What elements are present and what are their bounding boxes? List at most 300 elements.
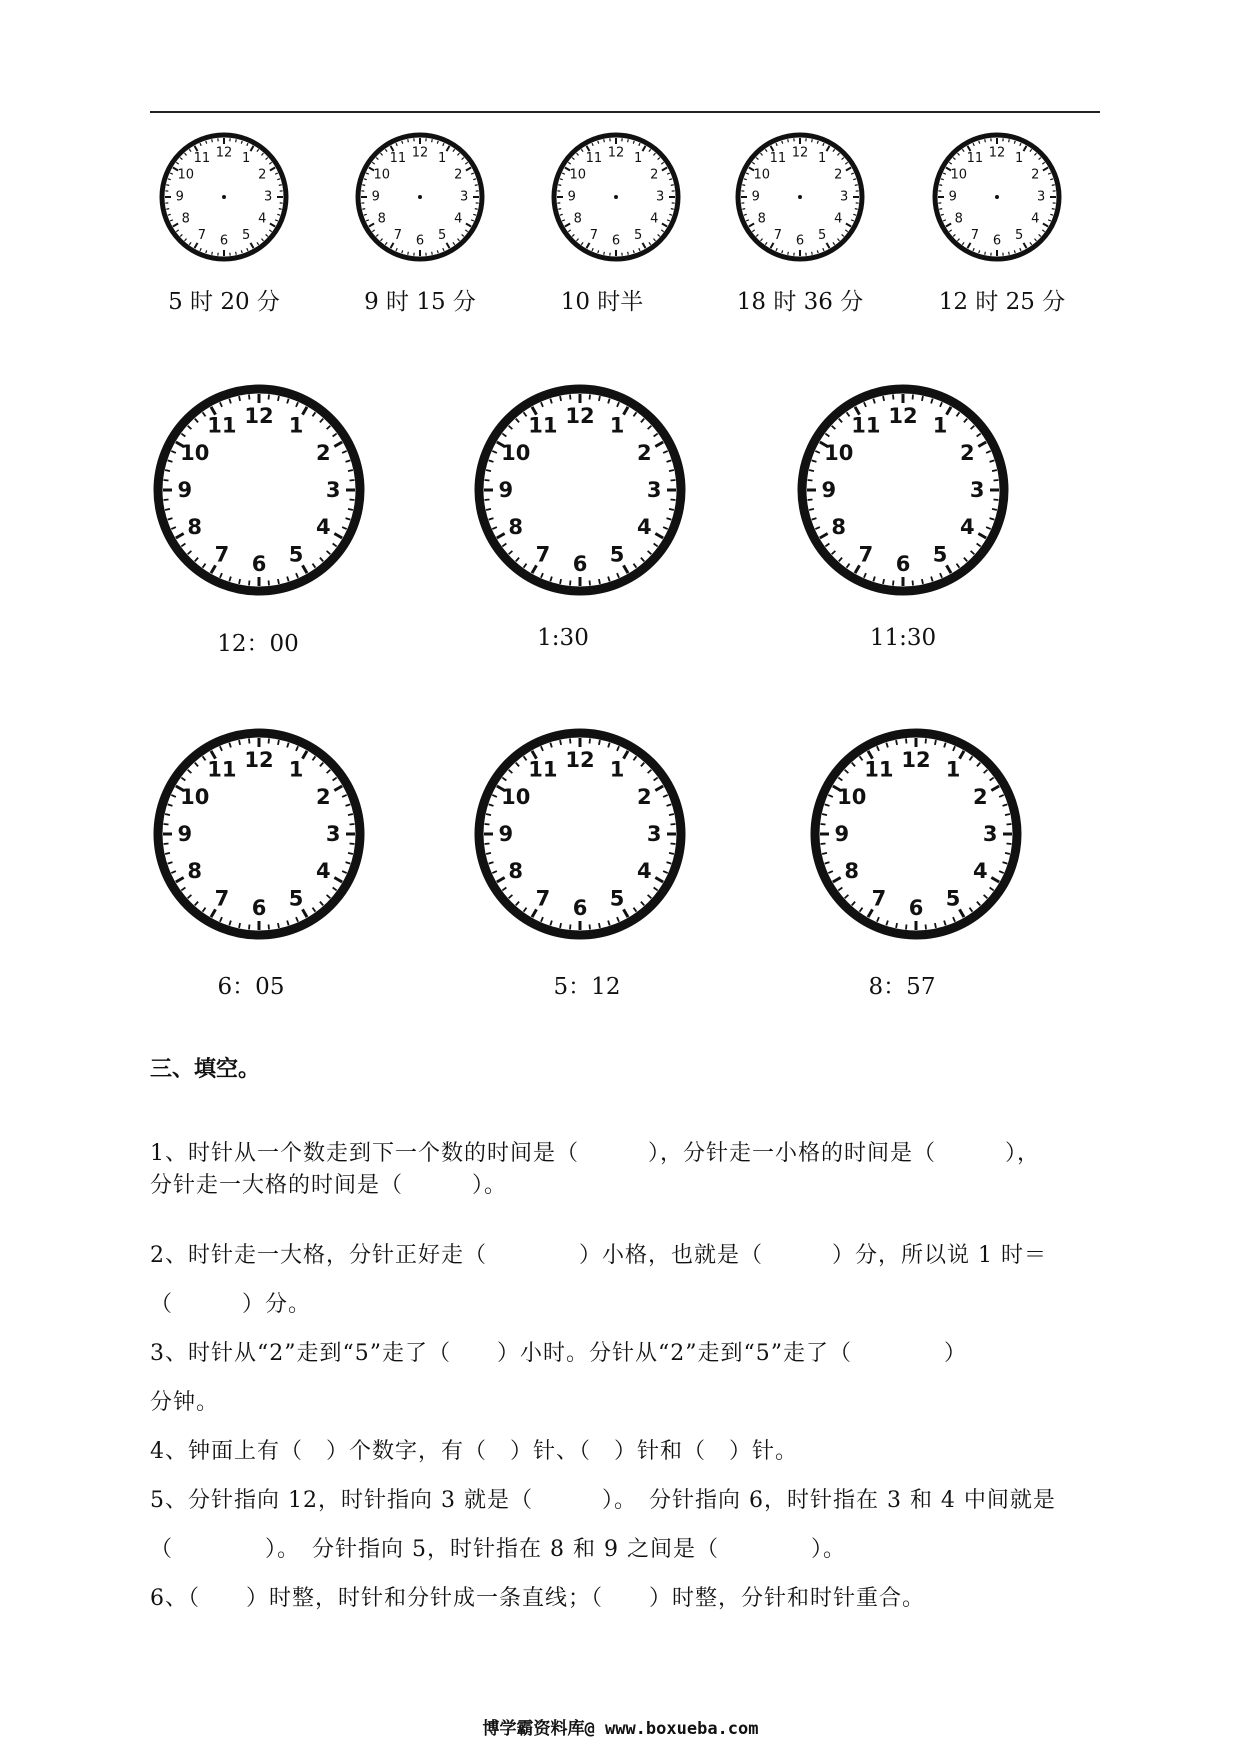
minute-tick — [570, 739, 571, 744]
question-1-line-1: 1、时针从一个数走到下一个数的时间是（ ），分针走一小格的时间是（ ）， — [150, 1141, 1041, 1166]
clock-face — [731, 128, 869, 266]
minute-tick — [669, 470, 674, 471]
minute-tick — [1005, 853, 1010, 854]
minute-tick — [913, 581, 914, 586]
clock-face — [806, 724, 1026, 944]
minute-tick — [164, 824, 169, 825]
minute-tick — [485, 844, 490, 845]
clock-caption: 8：57 — [868, 974, 936, 1000]
minute-tick — [350, 824, 355, 825]
question-6-line-1: 6、（ ）时整，时针和分针成一条直线；（ ）时整，分针和时针重合。 — [150, 1586, 925, 1611]
minute-tick — [788, 252, 789, 255]
minute-tick — [485, 500, 490, 501]
minute-tick — [669, 853, 674, 854]
clock-number: 5 — [932, 542, 948, 567]
minute-tick — [855, 209, 858, 210]
clock-number: 10 — [837, 784, 867, 809]
minute-tick — [408, 252, 409, 255]
minute-tick — [896, 740, 897, 745]
clock-number: 3 — [1037, 189, 1046, 205]
clock-number: 11 — [193, 151, 211, 167]
clock-number: 6 — [251, 896, 267, 921]
clock-number: 5 — [609, 886, 625, 911]
question-2-line-1: 2、时针走一大格，分针正好走（ ）小格，也就是（ ）分，所以说 1 时＝ — [150, 1243, 1047, 1268]
clock-number: 4 — [258, 211, 267, 227]
clock-number: 9 — [498, 478, 514, 502]
clock-number: 10 — [373, 167, 390, 183]
clock-face — [470, 380, 690, 600]
minute-tick — [671, 185, 674, 186]
clock-number: 6 — [992, 233, 1002, 249]
clock-face — [351, 128, 489, 266]
minute-tick — [278, 396, 279, 401]
minute-tick — [560, 396, 561, 401]
minute-tick — [362, 185, 365, 186]
clock-number: 3 — [646, 478, 662, 502]
clock-number: 6 — [251, 552, 267, 577]
clock-number: 1 — [288, 757, 304, 782]
minute-tick — [560, 740, 561, 745]
clock-number: 10 — [569, 167, 586, 183]
clock-number: 5 — [437, 227, 447, 243]
minute-tick — [1009, 139, 1010, 142]
clock-number: 2 — [315, 440, 331, 465]
clock-number: 3 — [264, 189, 273, 205]
clock-number: 1 — [1014, 151, 1024, 167]
center-dot — [418, 195, 422, 199]
clock-number: 7 — [773, 227, 783, 243]
clock-number: 11 — [851, 413, 881, 438]
clock-number: 11 — [207, 757, 237, 782]
clock-number: 6 — [572, 896, 588, 921]
clock-number: 1 — [241, 151, 251, 167]
minute-tick — [808, 480, 813, 481]
minute-tick — [985, 252, 986, 255]
clock-number: 1 — [609, 413, 625, 438]
minute-tick — [165, 509, 170, 510]
minute-tick — [348, 814, 353, 815]
minute-tick — [939, 185, 942, 186]
minute-tick — [348, 853, 353, 854]
minute-tick — [486, 509, 491, 510]
minute-tick — [165, 853, 170, 854]
clock-number: 1 — [945, 757, 961, 782]
minute-tick — [812, 252, 813, 255]
clock-number: 2 — [636, 440, 652, 465]
minute-tick — [486, 853, 491, 854]
clock-number: 8 — [831, 515, 847, 540]
clock-number: 4 — [454, 211, 463, 227]
minute-tick — [485, 480, 490, 481]
minute-tick — [475, 209, 478, 210]
clock-number: 8 — [508, 515, 524, 540]
minute-tick — [269, 395, 270, 400]
minute-tick — [939, 209, 942, 210]
center-dot — [222, 195, 226, 199]
minute-tick — [269, 581, 270, 586]
clock-number: 10 — [180, 440, 210, 465]
clock-number: 5 — [945, 886, 961, 911]
clock-number: 7 — [858, 542, 874, 567]
question-5-line-2: （ ）。 分针指向 5，时针指在 8 和 9 之间是（ ）。 — [150, 1537, 846, 1562]
minute-tick — [604, 252, 605, 255]
minute-tick — [935, 740, 936, 745]
clock-number: 11 — [864, 757, 894, 782]
clock-number: 4 — [650, 211, 659, 227]
minute-tick — [906, 739, 907, 744]
clock-number: 9 — [371, 189, 380, 205]
clock-number: 4 — [315, 515, 331, 540]
minute-tick — [913, 395, 914, 400]
minute-tick — [278, 923, 279, 928]
minute-tick — [166, 185, 169, 186]
minute-tick — [348, 509, 353, 510]
minute-tick — [855, 185, 858, 186]
minute-tick — [432, 252, 433, 255]
clock-number: 4 — [636, 859, 652, 884]
minute-tick — [486, 470, 491, 471]
question-3-line-1: 3、时针从“2”走到“5”走了（ ）小时。分针从“2”走到“5”走了（ ） — [150, 1341, 967, 1366]
clock-number: 4 — [1031, 211, 1040, 227]
clock-number: 1 — [437, 151, 447, 167]
minute-tick — [992, 470, 997, 471]
clock-number: 12 — [244, 403, 274, 428]
clock-number: 12 — [791, 145, 809, 161]
clock-number: 4 — [636, 515, 652, 540]
minute-tick — [669, 814, 674, 815]
minute-tick — [558, 209, 561, 210]
minute-tick — [239, 740, 240, 745]
minute-tick — [350, 844, 355, 845]
minute-tick — [822, 853, 827, 854]
minute-tick — [249, 395, 250, 400]
minute-tick — [599, 579, 600, 584]
minute-tick — [628, 252, 629, 255]
clock-number: 12 — [565, 747, 595, 772]
minute-tick — [1052, 209, 1055, 210]
minute-tick — [432, 139, 433, 142]
clock-number: 2 — [636, 784, 652, 809]
clock-number: 1 — [817, 151, 827, 167]
minute-tick — [671, 209, 674, 210]
minute-tick — [926, 739, 927, 744]
minute-tick — [671, 824, 676, 825]
clock-number: 3 — [969, 478, 985, 502]
clock-number: 1 — [932, 413, 948, 438]
minute-tick — [560, 923, 561, 928]
clock-number: 11 — [966, 151, 984, 167]
clock-number: 7 — [970, 227, 980, 243]
clock-number: 12 — [988, 145, 1006, 161]
clock-number: 3 — [840, 189, 849, 205]
minute-tick — [279, 185, 282, 186]
clock-number: 4 — [834, 211, 843, 227]
minute-tick — [560, 579, 561, 584]
clock-number: 6 — [795, 233, 805, 249]
minute-tick — [1005, 814, 1010, 815]
clock-number: 9 — [177, 822, 193, 846]
clock-number: 6 — [415, 233, 425, 249]
clock-number: 7 — [535, 886, 551, 911]
clock-number: 12 — [607, 145, 625, 161]
clock-face — [470, 724, 690, 944]
clock-face — [547, 128, 685, 266]
minute-tick — [164, 480, 169, 481]
minute-tick — [570, 395, 571, 400]
question-4-line-1: 4、钟面上有（ ）个数字，有（ ）针、（ ）针和（ ）针。 — [150, 1439, 798, 1464]
minute-tick — [742, 209, 745, 210]
minute-tick — [212, 139, 213, 142]
minute-tick — [239, 579, 240, 584]
minute-tick — [236, 252, 237, 255]
minute-tick — [922, 579, 923, 584]
minute-tick — [1009, 252, 1010, 255]
minute-tick — [994, 500, 999, 501]
minute-tick — [994, 480, 999, 481]
clock-caption: 12：00 — [217, 631, 299, 657]
minute-tick — [906, 925, 907, 930]
minute-tick — [628, 139, 629, 142]
clock-number: 12 — [901, 747, 931, 772]
clock-number: 7 — [214, 542, 230, 567]
minute-tick — [1052, 185, 1055, 186]
minute-tick — [558, 185, 561, 186]
clock-number: 3 — [982, 822, 998, 846]
clock-number: 8 — [187, 515, 203, 540]
clock-number: 5 — [609, 542, 625, 567]
clock-number: 10 — [950, 167, 967, 183]
minute-tick — [212, 252, 213, 255]
minute-tick — [893, 581, 894, 586]
clock-number: 8 — [508, 859, 524, 884]
minute-tick — [671, 480, 676, 481]
minute-tick — [669, 509, 674, 510]
minute-tick — [809, 470, 814, 471]
minute-tick — [893, 395, 894, 400]
minute-tick — [165, 470, 170, 471]
clock-number: 5 — [241, 227, 251, 243]
clock-number: 2 — [315, 784, 331, 809]
minute-tick — [239, 396, 240, 401]
minute-tick — [590, 395, 591, 400]
minute-tick — [350, 500, 355, 501]
clock-face — [155, 128, 293, 266]
clock-number: 2 — [258, 167, 267, 183]
minute-tick — [239, 923, 240, 928]
section-title: 三、填空。 — [150, 1056, 261, 1082]
clock-number: 12 — [411, 145, 429, 161]
clock-number: 9 — [498, 822, 514, 846]
clock-number: 12 — [215, 145, 233, 161]
clock-number: 5 — [288, 542, 304, 567]
clock-number: 9 — [567, 189, 576, 205]
clock-caption: 5：12 — [553, 974, 621, 1000]
clock-caption: 12 时 25 分 — [938, 289, 1066, 315]
minute-tick — [896, 923, 897, 928]
clock-caption: 10 时半 — [560, 289, 644, 315]
minute-tick — [350, 480, 355, 481]
clock-number: 11 — [389, 151, 407, 167]
minute-tick — [821, 844, 826, 845]
clock-number: 10 — [501, 440, 531, 465]
clock-number: 8 — [757, 211, 766, 227]
clock-number: 4 — [315, 859, 331, 884]
clock-face — [149, 380, 369, 600]
minute-tick — [809, 509, 814, 510]
minute-tick — [822, 814, 827, 815]
clock-number: 2 — [972, 784, 988, 809]
clock-number: 9 — [177, 478, 193, 502]
clock-number: 7 — [393, 227, 403, 243]
footer-watermark: 博学霸资料库@ www.boxueba.com — [482, 1719, 759, 1739]
clock-number: 6 — [219, 233, 229, 249]
clock-number: 4 — [959, 515, 975, 540]
minute-tick — [249, 925, 250, 930]
clock-number: 6 — [908, 896, 924, 921]
minute-tick — [922, 396, 923, 401]
minute-tick — [926, 925, 927, 930]
minute-tick — [883, 579, 884, 584]
clock-number: 3 — [325, 822, 341, 846]
center-dot — [995, 195, 999, 199]
minute-tick — [599, 923, 600, 928]
minute-tick — [486, 814, 491, 815]
clock-number: 2 — [959, 440, 975, 465]
minute-tick — [604, 139, 605, 142]
minute-tick — [166, 209, 169, 210]
clock-number: 3 — [325, 478, 341, 502]
clock-face — [793, 380, 1013, 600]
clock-number: 10 — [501, 784, 531, 809]
clock-face — [149, 724, 369, 944]
clock-number: 3 — [646, 822, 662, 846]
minute-tick — [164, 844, 169, 845]
center-dot — [798, 195, 802, 199]
minute-tick — [269, 925, 270, 930]
clock-number: 7 — [197, 227, 207, 243]
clock-caption: 6：05 — [217, 974, 285, 1000]
minute-tick — [671, 500, 676, 501]
clock-number: 9 — [948, 189, 957, 205]
minute-tick — [808, 500, 813, 501]
clock-number: 9 — [751, 189, 760, 205]
clock-number: 7 — [589, 227, 599, 243]
clock-number: 3 — [656, 189, 665, 205]
question-3-line-2: 分钟。 — [150, 1390, 220, 1415]
clock-number: 2 — [1031, 167, 1040, 183]
minute-tick — [279, 209, 282, 210]
clock-caption: 11:30 — [869, 625, 937, 651]
minute-tick — [671, 844, 676, 845]
minute-tick — [992, 509, 997, 510]
clock-number: 5 — [817, 227, 827, 243]
minute-tick — [599, 396, 600, 401]
clock-number: 10 — [753, 167, 770, 183]
minute-tick — [236, 139, 237, 142]
clock-number: 11 — [207, 413, 237, 438]
clock-number: 8 — [954, 211, 963, 227]
clock-number: 4 — [972, 859, 988, 884]
clock-number: 5 — [288, 886, 304, 911]
question-1-line-2: 分针走一大格的时间是（ ）。 — [150, 1173, 508, 1198]
minute-tick — [164, 500, 169, 501]
clock-face — [928, 128, 1066, 266]
minute-tick — [570, 581, 571, 586]
minute-tick — [348, 470, 353, 471]
clock-number: 10 — [824, 440, 854, 465]
minute-tick — [278, 579, 279, 584]
minute-tick — [788, 139, 789, 142]
clock-number: 5 — [633, 227, 643, 243]
clock-number: 3 — [460, 189, 469, 205]
minute-tick — [570, 925, 571, 930]
header-rule — [150, 111, 1100, 113]
clock-number: 6 — [611, 233, 621, 249]
clock-number: 2 — [454, 167, 463, 183]
minute-tick — [475, 185, 478, 186]
question-2-line-2: （ ）分。 — [150, 1292, 312, 1317]
clock-number: 12 — [888, 403, 918, 428]
minute-tick — [812, 139, 813, 142]
minute-tick — [485, 824, 490, 825]
question-5-line-1: 5、分针指向 12，时针指向 3 就是（ ）。 分针指向 6，时针指在 3 和 4 中间就是 — [150, 1488, 1056, 1513]
minute-tick — [408, 139, 409, 142]
center-dot — [614, 195, 618, 199]
minute-tick — [278, 740, 279, 745]
clock-number: 9 — [834, 822, 850, 846]
minute-tick — [249, 739, 250, 744]
clock-number: 8 — [377, 211, 386, 227]
minute-tick — [249, 581, 250, 586]
minute-tick — [985, 139, 986, 142]
clock-number: 11 — [769, 151, 787, 167]
clock-number: 10 — [180, 784, 210, 809]
clock-number: 12 — [565, 403, 595, 428]
minute-tick — [362, 209, 365, 210]
clock-number: 6 — [572, 552, 588, 577]
clock-caption: 9 时 15 分 — [364, 289, 476, 315]
clock-number: 1 — [288, 413, 304, 438]
minute-tick — [590, 925, 591, 930]
minute-tick — [599, 740, 600, 745]
clock-number: 2 — [650, 167, 659, 183]
clock-caption: 1:30 — [537, 625, 589, 651]
clock-number: 11 — [528, 413, 558, 438]
clock-number: 7 — [535, 542, 551, 567]
clock-number: 11 — [585, 151, 603, 167]
clock-number: 8 — [844, 859, 860, 884]
clock-caption: 5 时 20 分 — [168, 289, 280, 315]
minute-tick — [165, 814, 170, 815]
minute-tick — [1007, 844, 1012, 845]
clock-number: 8 — [181, 211, 190, 227]
clock-number: 6 — [895, 552, 911, 577]
clock-number: 8 — [573, 211, 582, 227]
minute-tick — [935, 923, 936, 928]
minute-tick — [590, 739, 591, 744]
minute-tick — [1007, 824, 1012, 825]
clock-number: 9 — [175, 189, 184, 205]
clock-number: 7 — [214, 886, 230, 911]
clock-number: 12 — [244, 747, 274, 772]
minute-tick — [821, 824, 826, 825]
clock-number: 2 — [834, 167, 843, 183]
clock-number: 8 — [187, 859, 203, 884]
clock-caption: 18 时 36 分 — [736, 289, 864, 315]
minute-tick — [883, 396, 884, 401]
minute-tick — [269, 739, 270, 744]
minute-tick — [742, 185, 745, 186]
